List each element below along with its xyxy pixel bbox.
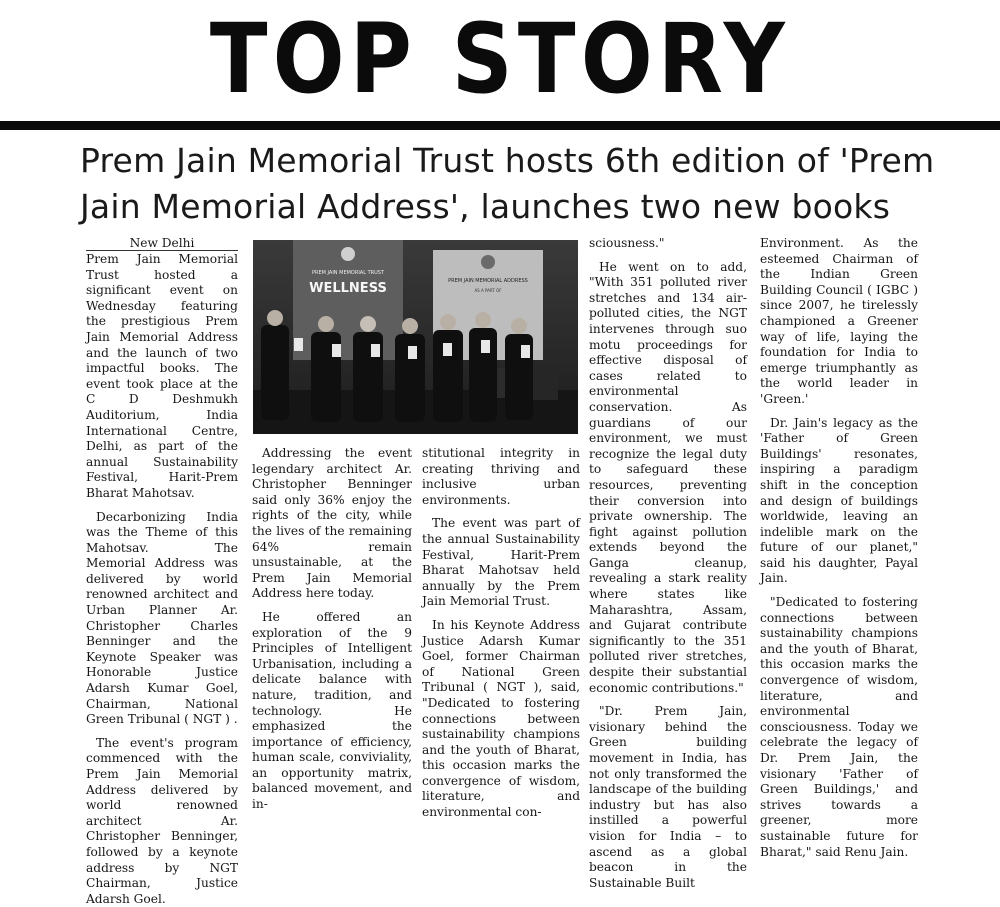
- paragraph: Environment. As the esteemed Chairman of the Indian Green Building Council ( IGBC ) since 2007, he tirelessly championed a Greener way of life, laying the foundation for India to emerge triumphantly as the world leader in 'Green.': [760, 236, 918, 406]
- paragraph: sciousness.": [589, 236, 665, 250]
- article-column-1: [86, 236, 238, 906]
- paragraph: "Dr. Prem Jain, visionary behind the Green building movement in India, has not only transformed the landscape of the building industry but has also instilled a powerful vision for India – to ascend as a global beacon in the Sustainable Built: [589, 704, 747, 890]
- paragraph: In his Keynote Address Justice Adarsh Kumar Goel, former Chairman of National Green Tribunal ( NGT ), said, "Dedicated to fostering connections between sustainability champions and the youth of Bharat, this occasion marks the convergence of wisdom, literature, and environmental con-: [422, 617, 580, 820]
- backdrop-caption: PREM JAIN MEMORIAL TRUST: [311, 270, 385, 276]
- article-column-4: [589, 236, 747, 890]
- masthead-rule: [0, 121, 1000, 130]
- banner-portrait: [481, 255, 495, 269]
- masthead: [0, 0, 1000, 118]
- banner-title: PREM JAIN MEMORIAL ADDRESS: [448, 278, 528, 284]
- dateline: New Delhi: [86, 236, 238, 251]
- paragraph: He offered an exploration of the 9 Principles of Intelligent Urbanisation, including a delicate balance with nature, tradition, and technology. He emphasized the importance of efficiency, human scale, conviviality, an opportunity matrix, balanced movement, and in-: [252, 609, 412, 812]
- headline: Prem Jain Memorial Trust hosts 6th edition of 'Prem Jain Memorial Address', launches two new books: [80, 141, 935, 226]
- backdrop-word: WELLNESS: [309, 281, 387, 296]
- article-column-5: [760, 236, 918, 859]
- portrait-emblem: [341, 247, 355, 261]
- paragraph: He went on to add, "With 351 polluted river stretches and 134 air-polluted cities, the NGT intervenes through suo motu proceedings for effective disposal of cases related to environmental conservation. As guardians of our environment, we must recognize the legal duty to safeguard these resources, preventing their conversion into private ownership. The fight against pollution extends beyond the Ganga cleanup, revealing a stark reality where states like Maharashtra, Assam, and Gujarat contribute significantly to the 351 polluted river stretches, despite their substantial economic contributions.": [589, 259, 747, 695]
- paragraph: Decarbonizing India was the Theme of this Mahotsav. The Memorial Address was delivered by world renowned architect and Urban Planner Ar. Christopher Charles Benninger and the Keynote Speaker was Honorable Justice Adarsh Kumar Goel, Chairman, National Green Tribunal ( NGT ) .: [86, 509, 238, 727]
- paragraph: Addressing the event legendary architect Ar. Christopher Benninger said only 36% enjoy the rights of the city, while the lives of the remaining 64% remain unsustainable, at the Prem Jain Memorial Address here today.: [252, 446, 412, 601]
- banner-subtitle: AS A PART OF: [474, 288, 502, 293]
- event-photo-illustration: [253, 240, 578, 434]
- article-column-2: [252, 446, 412, 812]
- paragraph: Prem Jain Memorial Trust hosted a significant event on Wednesday featuring the prestigious Prem Jain Memorial Address and the launch of two impactful books. The event took place at the C D Deshmukh Auditorium, India International Centre, Delhi, as part of the annual Sustainability Festival, Harit-Prem Bharat Mahotsav.: [86, 252, 238, 500]
- paragraph: The event was part of the annual Sustainability Festival, Harit-Prem Bharat Mahotsav held annually by the Prem Jain Memorial Trust.: [422, 516, 580, 609]
- article-column-3: [422, 446, 580, 820]
- masthead-title: TOP STORY: [209, 3, 791, 115]
- paragraph: "Dedicated to fostering connections between sustainability champions and the youth of Bharat, this occasion marks the convergence of wisdom, literature, and environmental consciousness. Today we celebrate the legacy of Dr. Prem Jain, the visionary 'Father of Green Buildings,' and strives towards a greener, more sustainable future for Bharat," said Renu Jain.: [760, 595, 918, 859]
- paragraph: stitutional integrity in creating thriving and inclusive urban environments.: [422, 446, 580, 507]
- paragraph: The event's program commenced with the Prem Jain Memorial Address delivered by world renowned architect Ar. Christopher Benninger, followed by a keynote address by NGT Chairman, Justice Adarsh Goel.: [86, 735, 238, 906]
- paragraph: Dr. Jain's legacy as the 'Father of Green Buildings' resonates, inspiring a paradigm shift in the conception and design of buildings worldwide, leaving an indelible mark on the future of our planet," said his daughter, Payal Jain.: [760, 415, 918, 586]
- event-photo: [253, 240, 578, 434]
